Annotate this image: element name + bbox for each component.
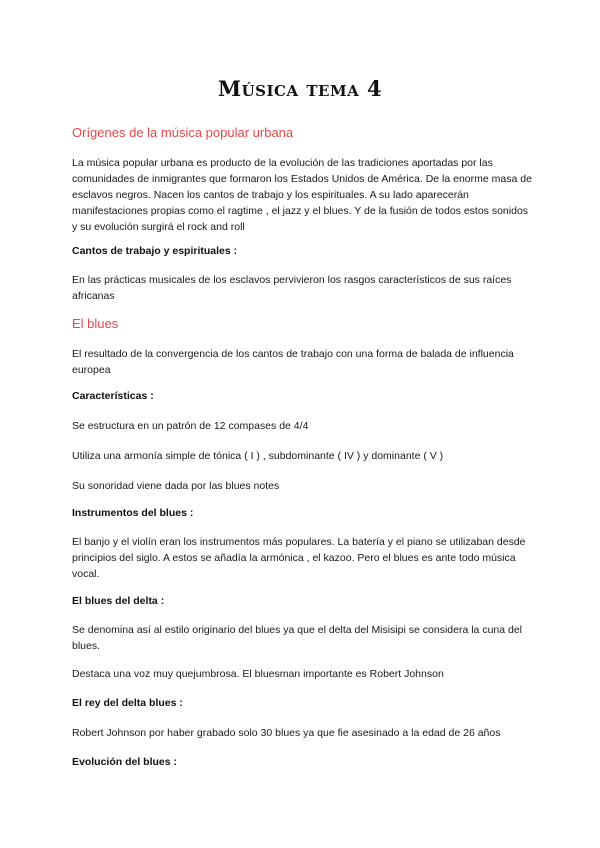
- subheading-evolucion: Evolución del blues :: [72, 756, 178, 768]
- subheading-instrumentos: Instrumentos del blues :: [72, 507, 194, 519]
- paragraph-caracteristica-1: Se estructura en un patrón de 12 compases de 4/4: [72, 420, 309, 432]
- subheading-delta: El blues del delta :: [72, 595, 165, 607]
- paragraph-rey: Robert Johnson por haber grabado solo 30 blues ya que fie asesinado a la edad de 26 años: [72, 727, 501, 739]
- section-heading-origenes: Orígenes de la música popular urbana: [72, 125, 294, 140]
- subheading-cantos: Cantos de trabajo y espirituales :: [72, 245, 238, 257]
- page-title: Música tema 4: [217, 76, 383, 101]
- subheading-caracteristicas: Características :: [72, 390, 154, 402]
- paragraph-origenes-intro: La música popular urbana es producto de la evolución de las tradiciones aportadas por las comunidades de inmigrantes que formaron los Estados Unidos de América. De la enorme masa de esclavos negros. Nacen los cantos de trabajo y los espirituales. A su lado aparecerán manifestaciones propias como el ragtime , el jazz y el blues. Y de la fusión de todos estos sonidos y su evolución surgirá el rock and roll: [72, 157, 532, 233]
- paragraph-caracteristica-3: Su sonoridad viene dada por las blues notes: [72, 480, 280, 492]
- paragraph-caracteristica-2: Utiliza una armonía simple de tónica ( I ) , subdominante ( IV ) y dominante ( V ): [72, 450, 444, 462]
- paragraph-cantos: En las prácticas musicales de los esclavos pervivieron los rasgos característicos de sus raíces africanas: [72, 274, 512, 302]
- paragraph-instrumentos: El banjo y el violín eran los instrumentos más populares. La batería y el piano se utilizaban desde principios del siglo. A estos se añadía la armónica , el kazoo. Pero el blues es ante todo música vocal.: [72, 536, 526, 580]
- paragraph-blues-intro: El resultado de la convergencia de los cantos de trabajo con una forma de balada de influencia europea: [72, 348, 514, 376]
- section-heading-blues: El blues: [72, 316, 119, 331]
- paragraph-delta: Se denomina así al estilo originario del blues ya que el delta del Misisipi se considera la cuna del blues.: [72, 624, 523, 652]
- paragraph-delta-2: Destaca una voz muy quejumbrosa. El bluesman importante es Robert Johnson: [72, 668, 444, 680]
- subheading-rey: El rey del delta blues :: [72, 697, 183, 709]
